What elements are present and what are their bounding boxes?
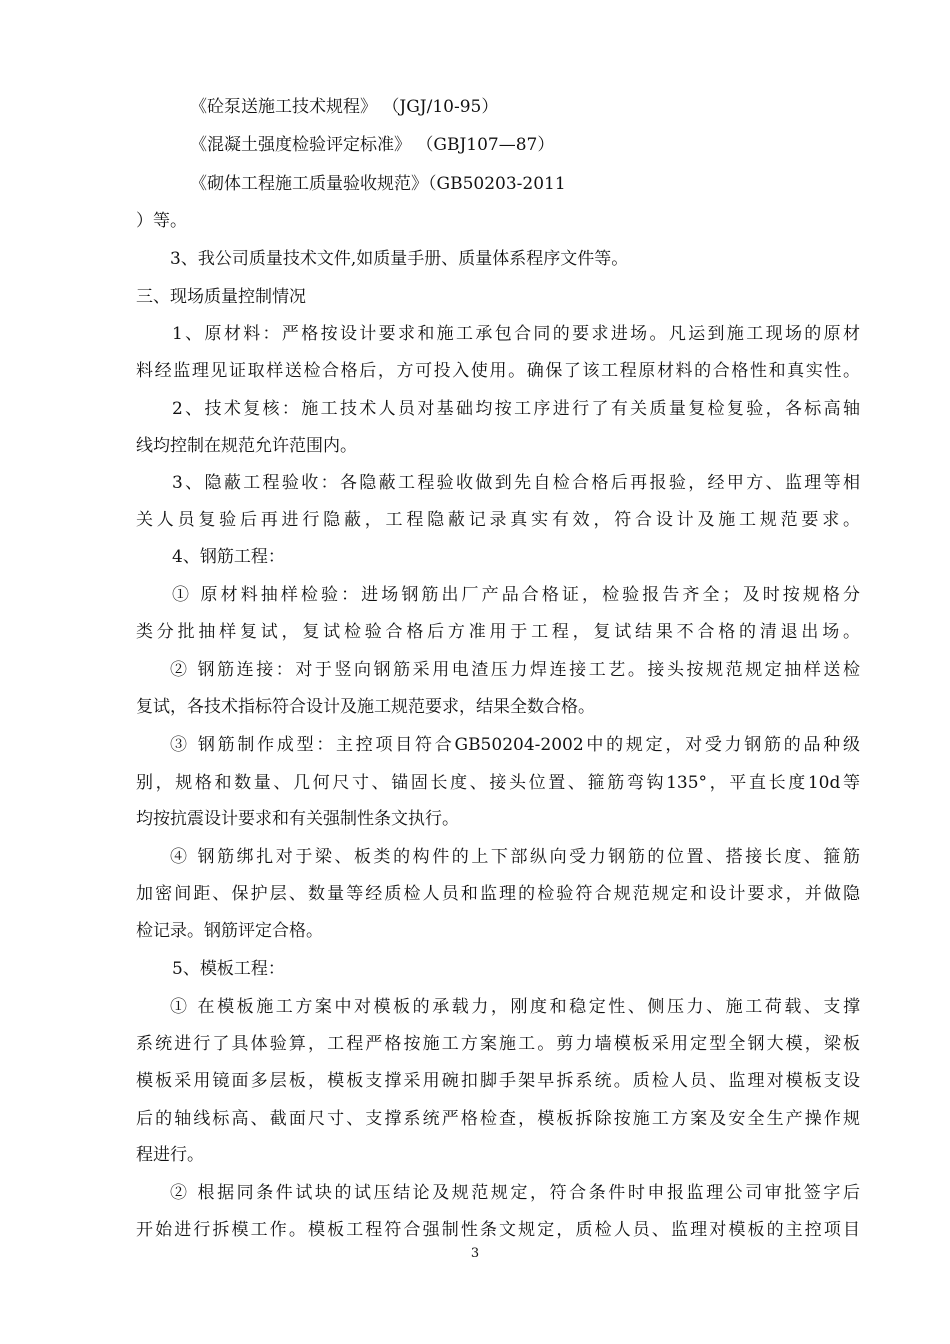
paragraph-line: 料经监理见证取样送检合格后，方可投入使用。确保了该工程原材料的合格性和真实性。 xyxy=(136,361,860,381)
paragraph-line: 2、技术复核：施工技术人员对基础均按工序进行了有关质量复检复验，各标高轴 xyxy=(172,399,860,419)
paragraph-line: ③ 钢筋制作成型：主控项目符合GB50204-2002中的规定，对受力钢筋的品种级 xyxy=(170,735,860,755)
paragraph-line: ② 钢筋连接：对于竖向钢筋采用电渣压力焊连接工艺。接头按规范规定抽样送检 xyxy=(170,660,860,680)
paragraph-line: 线均控制在规范允许范围内。 xyxy=(136,436,357,456)
paragraph-line: 检记录。钢筋评定合格。 xyxy=(136,921,323,941)
paragraph-line: ④ 钢筋绑扎对于梁、板类的构件的上下部纵向受力钢筋的位置、搭接长度、箍筋 xyxy=(170,847,860,867)
paragraph-line: ① 原材料抽样检验：进场钢筋出厂产品合格证，检验报告齐全；及时按规格分 xyxy=(172,585,860,605)
standard-line: 《混凝土强度检验评定标准》 （GBJ107—87） xyxy=(190,135,555,155)
paragraph-line: ① 在模板施工方案中对模板的承载力，刚度和稳定性、侧压力、施工荷载、支撑 xyxy=(170,997,860,1017)
paragraph-line: 别，规格和数量、几何尺寸、锚固长度、接头位置、箍筋弯钩135°，平直长度10d等 xyxy=(136,773,860,793)
paragraph-line: 1、原材料：严格按设计要求和施工承包合同的要求进场。凡运到施工现场的原材 xyxy=(172,324,860,344)
standard-line: 《砌体工程施工质量验收规范》（GB50203-2011 xyxy=(190,174,566,194)
paragraph-line: 类分批抽样复试，复试检验合格后方准用于工程，复试结果不合格的清退出场。 xyxy=(136,622,860,642)
paragraph-line: 程进行。 xyxy=(136,1145,204,1165)
paragraph-line: 3、隐蔽工程验收：各隐蔽工程验收做到先自检合格后再报验，经甲方、监理等相 xyxy=(172,473,860,493)
subsection-heading: 4、钢筋工程： xyxy=(172,547,285,567)
standard-line: 《砼泵送施工技术规程》 （JGJ/10-95） xyxy=(190,97,499,117)
paragraph-line: 复试，各技术指标符合设计及施工规范要求，结果全数合格。 xyxy=(136,697,595,717)
paragraph-line: 关人员复验后再进行隐蔽，工程隐蔽记录真实有效，符合设计及施工规范要求。 xyxy=(136,510,860,530)
section-heading: 三、现场质量控制情况 xyxy=(136,287,306,307)
paragraph-line: 模板采用镜面多层板，模板支撑采用碗扣脚手架早拆系统。质检人员、监理对模板支设 xyxy=(136,1071,860,1091)
paragraph-line: 均按抗震设计要求和有关强制性条文执行。 xyxy=(136,809,459,829)
paragraph-line: 加密间距、保护层、数量等经质检人员和监理的检验符合规范规定和设计要求，并做隐 xyxy=(136,884,860,904)
page-number: 3 xyxy=(470,1246,480,1261)
paragraph-line: 后的轴线标高、截面尺寸、支撑系统严格检查，模板拆除按施工方案及安全生产操作规 xyxy=(136,1109,860,1129)
paragraph-line: 开始进行拆模工作。模板工程符合强制性条文规定，质检人员、监理对模板的主控项目 xyxy=(136,1220,860,1240)
standard-line-end: ）等。 xyxy=(136,211,187,231)
subsection-heading: 5、模板工程： xyxy=(172,959,285,979)
company-docs-line: 3、我公司质量技术文件,如质量手册、质量体系程序文件等。 xyxy=(170,249,629,269)
paragraph-line: ② 根据同条件试块的试压结论及规范规定，符合条件时申报监理公司审批签字后 xyxy=(170,1183,860,1203)
paragraph-line: 系统进行了具体验算，工程严格按施工方案施工。剪力墙模板采用定型全钢大模，梁板 xyxy=(136,1034,860,1054)
